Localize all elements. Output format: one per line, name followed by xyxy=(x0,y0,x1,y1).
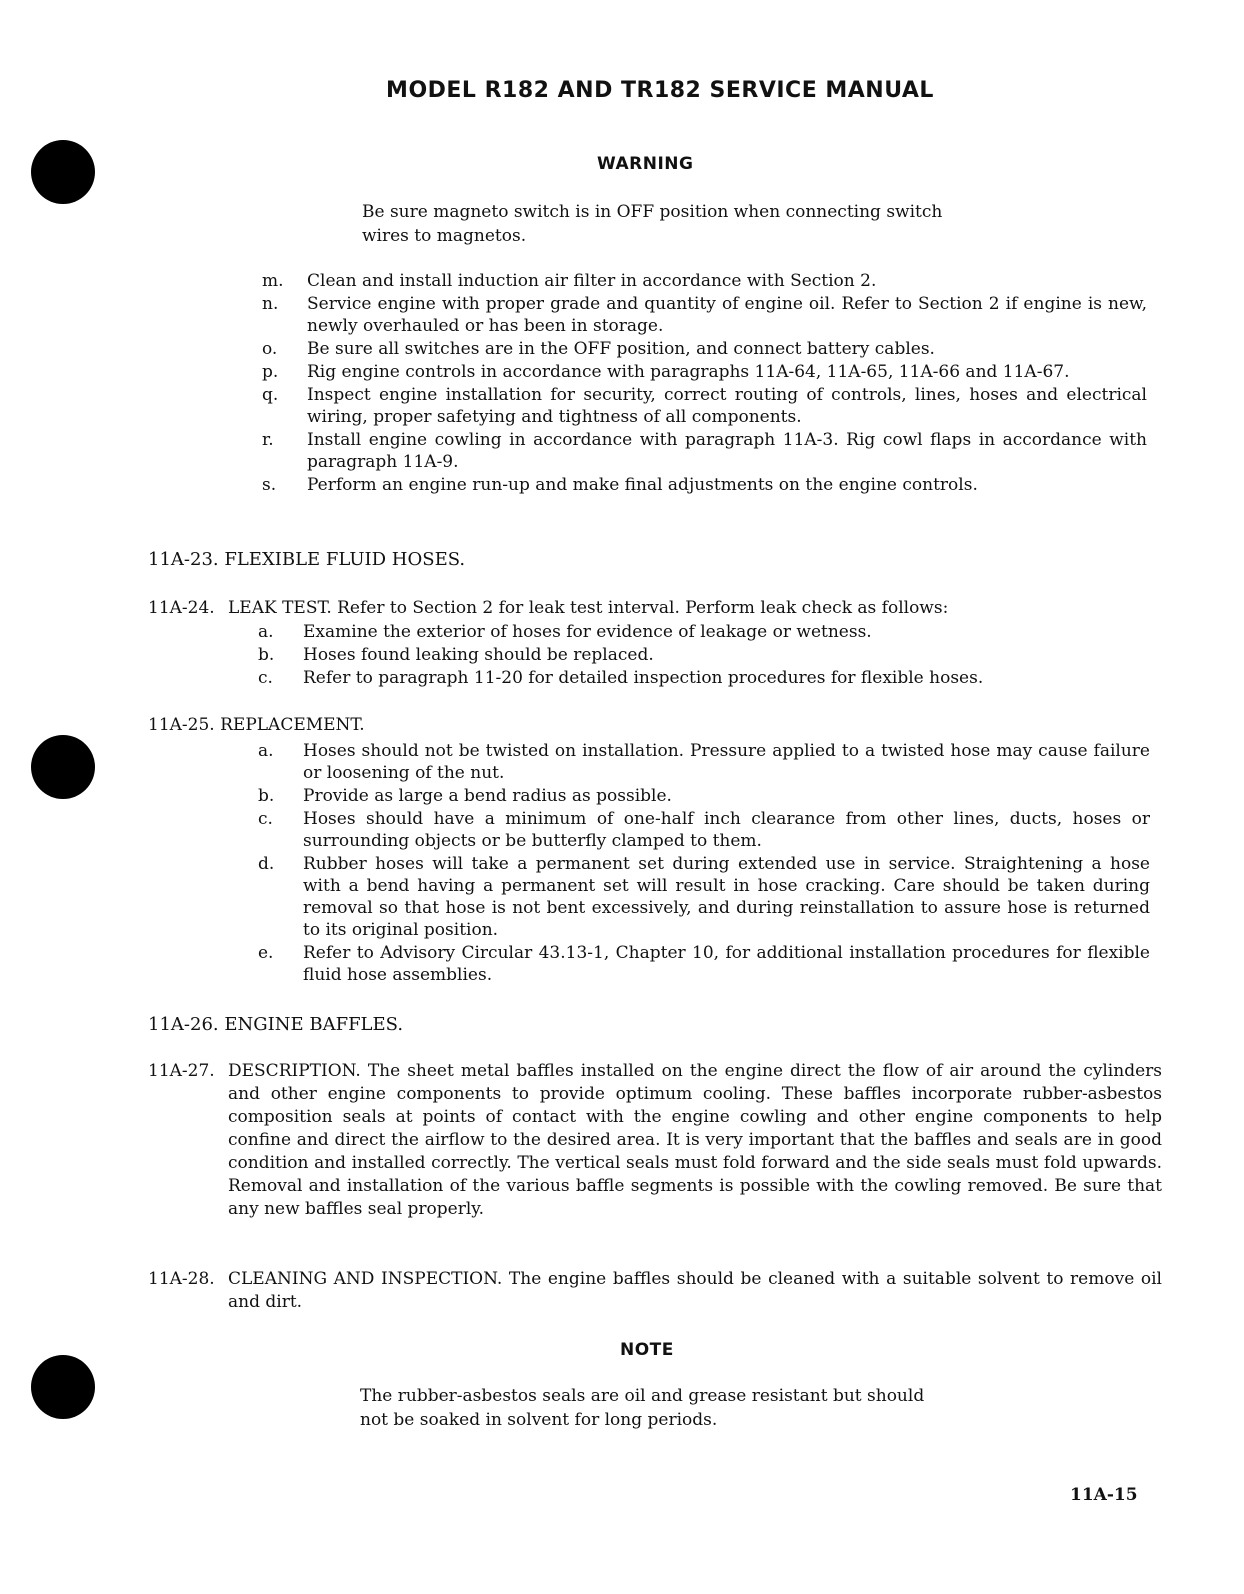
item-key: m. xyxy=(262,271,284,291)
item-text: Perform an engine run-up and make final adjustments on the engine controls. xyxy=(307,475,978,495)
list-item xyxy=(262,384,1147,428)
list-item xyxy=(258,942,1150,986)
item-text: Hoses found leaking should be replaced. xyxy=(303,645,654,665)
item-text: Rig engine controls in accordance with paragraphs 11A-64, 11A-65, 11A-66 and 11A-67. xyxy=(307,362,1070,382)
list-item xyxy=(262,338,1147,360)
section-11A-24 xyxy=(148,597,1160,620)
section-title: REPLACEMENT. xyxy=(220,715,365,735)
item-text: Inspect engine installation for security, correct routing of controls, lines, hoses and electrical wiring, proper safetying and tightness of all components. xyxy=(307,385,1147,427)
steps-list xyxy=(262,270,1147,497)
section-number: 11A-23. xyxy=(148,549,219,570)
list-item xyxy=(262,474,1147,496)
list-item xyxy=(258,785,1150,807)
section-heading-11A-25 xyxy=(148,713,1158,737)
list-item xyxy=(258,621,1158,643)
list-item xyxy=(258,740,1150,784)
item-key: n. xyxy=(262,294,279,314)
warning-text: Be sure magneto switch is in OFF position when connecting switch wires to magnetos. xyxy=(362,202,943,246)
page-number: 11A-15 xyxy=(1070,1485,1138,1505)
section-number: 11A-25. xyxy=(148,715,215,735)
item-text: Service engine with proper grade and quantity of engine oil. Refer to Section 2 if engine is new, newly overhauled or has been in storage. xyxy=(307,294,1147,336)
warning-heading: WARNING xyxy=(597,154,694,174)
item-key: s. xyxy=(262,475,277,495)
section-text: LEAK TEST. Refer to Section 2 for leak test interval. Perform leak check as follows: xyxy=(228,598,949,618)
list-item xyxy=(262,361,1147,383)
section-text-11A-27: DESCRIPTION. The sheet metal baffles installed on the engine direct the flow of air around the cylinders and other engine components to provide optimum cooling. These baffles incorporate rubber-asbestos composition seals at points of contact with the engine cowling and other engine components to help confine and direct the airflow to the desired area. It is very important that the baffles and seals are in good condition and installed correctly. The vertical seals must fold forward and the side seals must fold upwards. Removal and installation of the various baffle segments is possible with the cowling removed. Be sure that any new baffles seal properly. xyxy=(228,1061,1162,1219)
item-key: d. xyxy=(258,854,275,874)
list-item xyxy=(258,667,1158,689)
binder-hole xyxy=(31,140,95,204)
item-text: Rubber hoses will take a permanent set during extended use in service. Straightening a hose with a bend having a permanent set will result in hose cracking. Care should be taken during removal so that hose is not bent excessively, and during reinstallation to assure hose is returned to its original position. xyxy=(303,854,1150,940)
binder-hole xyxy=(31,1355,95,1419)
section-title: FLEXIBLE FLUID HOSES. xyxy=(224,549,466,570)
list-item xyxy=(262,293,1147,337)
item-key: b. xyxy=(258,786,275,806)
binder-hole xyxy=(31,735,95,799)
item-key: c. xyxy=(258,668,273,688)
section-heading-11A-23 xyxy=(148,548,1158,572)
note-heading: NOTE xyxy=(620,1340,674,1360)
item-key: o. xyxy=(262,339,278,359)
section-title: ENGINE BAFFLES. xyxy=(224,1014,404,1035)
section-number: 11A-24. xyxy=(148,598,215,618)
section-heading-11A-26 xyxy=(148,1013,1158,1037)
item-text: Refer to paragraph 11-20 for detailed inspection procedures for flexible hoses. xyxy=(303,668,984,688)
item-key: q. xyxy=(262,385,279,405)
page-title: MODEL R182 AND TR182 SERVICE MANUAL xyxy=(386,78,934,103)
item-text: Install engine cowling in accordance with paragraph 11A-3. Rig cowl flaps in accordance with paragraph 11A-9. xyxy=(307,430,1147,472)
list-item xyxy=(262,270,1147,292)
item-text: Hoses should not be twisted on installation. Pressure applied to a twisted hose may cause failure or loosening of the nut. xyxy=(303,741,1150,783)
item-text: Refer to Advisory Circular 43.13-1, Chapter 10, for additional installation procedures for flexible fluid hose assemblies. xyxy=(303,943,1150,985)
list-item xyxy=(258,853,1150,941)
item-text: Provide as large a bend radius as possible. xyxy=(303,786,672,806)
item-key: a. xyxy=(258,741,274,761)
item-key: c. xyxy=(258,809,273,829)
item-text: Be sure all switches are in the OFF position, and connect battery cables. xyxy=(307,339,935,359)
item-text: Examine the exterior of hoses for evidence of leakage or wetness. xyxy=(303,622,872,642)
list-item xyxy=(258,808,1150,852)
replacement-list xyxy=(258,740,1150,987)
section-number: 11A-26. xyxy=(148,1014,219,1035)
item-key: e. xyxy=(258,943,274,963)
list-item xyxy=(262,429,1147,473)
item-text: Hoses should have a minimum of one-half inch clearance from other lines, ducts, hoses or surrounding objects or be butterfly clamped to them. xyxy=(303,809,1150,851)
list-item xyxy=(258,644,1158,666)
section-number-11A-28: 11A-28. xyxy=(148,1269,215,1289)
item-key: p. xyxy=(262,362,279,382)
item-text: Clean and install induction air filter in accordance with Section 2. xyxy=(307,271,877,291)
section-text-11A-28: CLEANING AND INSPECTION. The engine baffles should be cleaned with a suitable solvent to remove oil and dirt. xyxy=(228,1269,1162,1312)
leak-test-list xyxy=(258,621,1158,690)
section-number-11A-27: 11A-27. xyxy=(148,1061,215,1081)
note-text: The rubber-asbestos seals are oil and grease resistant but should not be soaked in solvent for long periods. xyxy=(360,1386,925,1430)
item-key: b. xyxy=(258,645,275,665)
item-key: r. xyxy=(262,430,274,450)
item-key: a. xyxy=(258,622,274,642)
